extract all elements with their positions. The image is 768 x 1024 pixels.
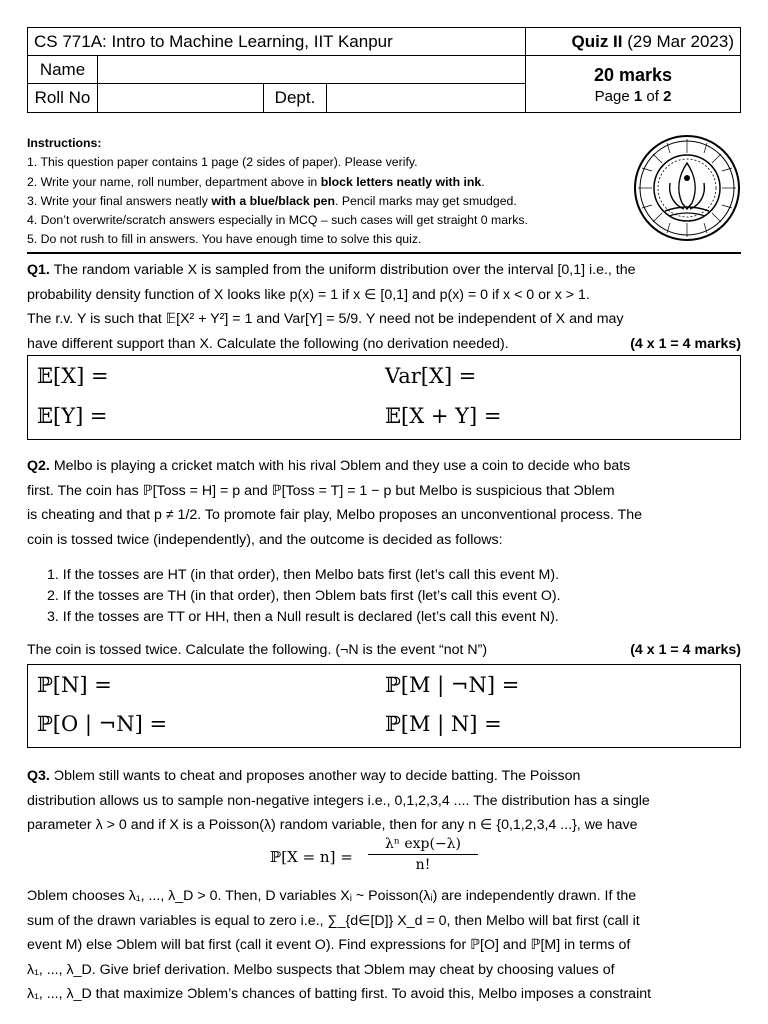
q3-line-6: event M) else Ɔblem will bat first (call it event O). Find expressions for ℙ[O] and ℙ[M] in terms of	[27, 937, 631, 953]
marks-cell	[526, 56, 741, 113]
q1-line-3: The r.v. Y is such that 𝔼[X² + Y²] = 1 and Var[Y] = 5/9. Y need not be independent of X and may	[27, 311, 624, 327]
iit-kanpur-seal-icon	[632, 133, 742, 243]
dept-field[interactable]	[327, 84, 525, 112]
roll-field[interactable]	[98, 84, 264, 113]
q2-line-4: coin is tossed twice (independently), and the outcome is decided as follows:	[27, 531, 503, 548]
section-divider	[27, 252, 741, 254]
q2-answer-pm-n: ℙ[M | N] =	[385, 712, 502, 736]
q1-answer-ex: 𝔼[X] =	[37, 364, 109, 388]
list-item: 3. If the tosses are TT or HH, then a Null result is declared (let’s call this event N).	[47, 609, 559, 625]
formula-numerator: λⁿ exp(−λ)	[368, 836, 478, 855]
q3-line-5: sum of the drawn variables is equal to zero i.e., ∑_{d∈[D]} X_d = 0, then Melbo will bat first (call it	[27, 912, 640, 929]
course-title: CS 771A: Intro to Machine Learning, IIT Kanpur	[28, 28, 526, 56]
quiz-title: Quiz II (29 Mar 2023)	[526, 28, 741, 56]
formula-fraction	[368, 836, 478, 873]
q2-answer-pm-notn: ℙ[M | ¬N] =	[385, 673, 520, 697]
roll-label: Roll No	[28, 84, 98, 113]
q2-answer-po-notn: ℙ[O | ¬N] =	[37, 712, 168, 736]
instruction-5: 5. Do not rush to fill in answers. You have enough time to solve this quiz.	[27, 232, 422, 247]
q2-line-3: is cheating and that p ≠ 1/2. To promote fair play, Melbo proposes an unconventional process. The	[27, 507, 643, 523]
q3-line-2: distribution allows us to sample non-negative integers i.e., 0,1,2,3,4 .... The distribution has a single	[27, 792, 650, 809]
instructions-title: Instructions:	[27, 136, 102, 150]
instruction-1: 1. This question paper contains 1 page (2 sides of paper). Please verify.	[27, 155, 418, 170]
instruction-3: 3. Write your final answers neatly with a blue/black pen. Pencil marks may get smudged.	[27, 193, 517, 208]
q2-marks: (4 x 1 = 4 marks)	[630, 642, 741, 658]
q1-answer-ey: 𝔼[Y] =	[37, 404, 108, 428]
q1-line-2: probability density function of X looks like p(x) = 1 if x ∈ [0,1] and p(x) = 0 if x < 0 or x > 1.	[27, 286, 590, 303]
q2-line-2: first. The coin has ℙ[Toss = H] = p and ℙ[Toss = T] = 1 − p but Melbo is suspicious that Ɔblem	[27, 482, 615, 499]
q2-line-1: Q2. Melbo is playing a cricket match with his rival Ɔblem and they use a coin to decide who bats	[27, 458, 631, 474]
q3-line-8: λ₁, ..., λ_D that maximize Ɔblem’s chances of batting first. To avoid this, Melbo imposes a constraint	[27, 986, 652, 1002]
q1-line-1: Q1. The random variable X is sampled from the uniform distribution over the interval [0,1] i.e., the	[27, 262, 636, 278]
name-label: Name	[28, 56, 98, 84]
list-item: 2. If the tosses are TH (in that order), then Ɔblem bats first (let’s call this event O).	[47, 588, 561, 604]
list-item: 1. If the tosses are HT (in that order), then Melbo bats first (let’s call this event M).	[47, 567, 560, 583]
formula-lhs: ℙ[X = n] =	[270, 848, 353, 866]
poisson-pmf-formula	[260, 836, 520, 880]
q3-line-3: parameter λ > 0 and if X is a Poisson(λ) random variable, then for any n ∈ {0,1,2,3,4 ...}, we have	[27, 817, 638, 833]
q2-rules-list	[47, 565, 741, 628]
page-indicator: Page 1 of 2	[594, 88, 672, 105]
q2-prompt	[27, 638, 741, 663]
q3-line-4: Ɔblem chooses λ₁, ..., λ_D > 0. Then, D variables Xᵢ ~ Poisson(λᵢ) are independently drawn. If the	[27, 888, 637, 904]
q1-marks: (4 x 1 = 4 marks)	[630, 335, 741, 352]
question-3-continued	[27, 884, 741, 1007]
header-table	[27, 27, 741, 113]
dept-cell	[264, 84, 526, 113]
name-field[interactable]	[98, 56, 526, 84]
dept-label: Dept.	[264, 84, 327, 112]
q2-answer-box[interactable]	[27, 664, 741, 748]
q3-line-7: λ₁, ..., λ_D. Give brief derivation. Melbo suspects that Ɔblem may cheat by choosing values of	[27, 961, 615, 978]
q2-line-5: The coin is tossed twice. Calculate the following. (¬N is the event “not N”)	[27, 642, 488, 658]
instruction-2: 2. Write your name, roll number, department above in block letters neatly with ink.	[27, 174, 485, 189]
question-2	[27, 454, 741, 552]
question-3	[27, 764, 741, 838]
q1-answer-varx: Var[X] =	[385, 364, 477, 388]
instructions	[27, 134, 627, 250]
q1-answer-exy: 𝔼[X + Y] =	[385, 404, 502, 428]
instruction-4: 4. Don’t overwrite/scratch answers especially in MCQ – such cases will get straight 0 marks.	[27, 213, 528, 228]
q3-line-1: Q3. Ɔblem still wants to cheat and proposes another way to decide batting. The Poisson	[27, 768, 581, 784]
total-marks: 20 marks	[593, 65, 673, 85]
q2-answer-pn: ℙ[N] =	[37, 673, 112, 697]
q1-line-4: have different support than X. Calculate the following (no derivation needed). (4 x 1 = 4 marks)	[27, 332, 741, 357]
question-1	[27, 258, 741, 356]
q1-answer-box[interactable]	[27, 355, 741, 440]
formula-denominator: n!	[415, 857, 431, 873]
